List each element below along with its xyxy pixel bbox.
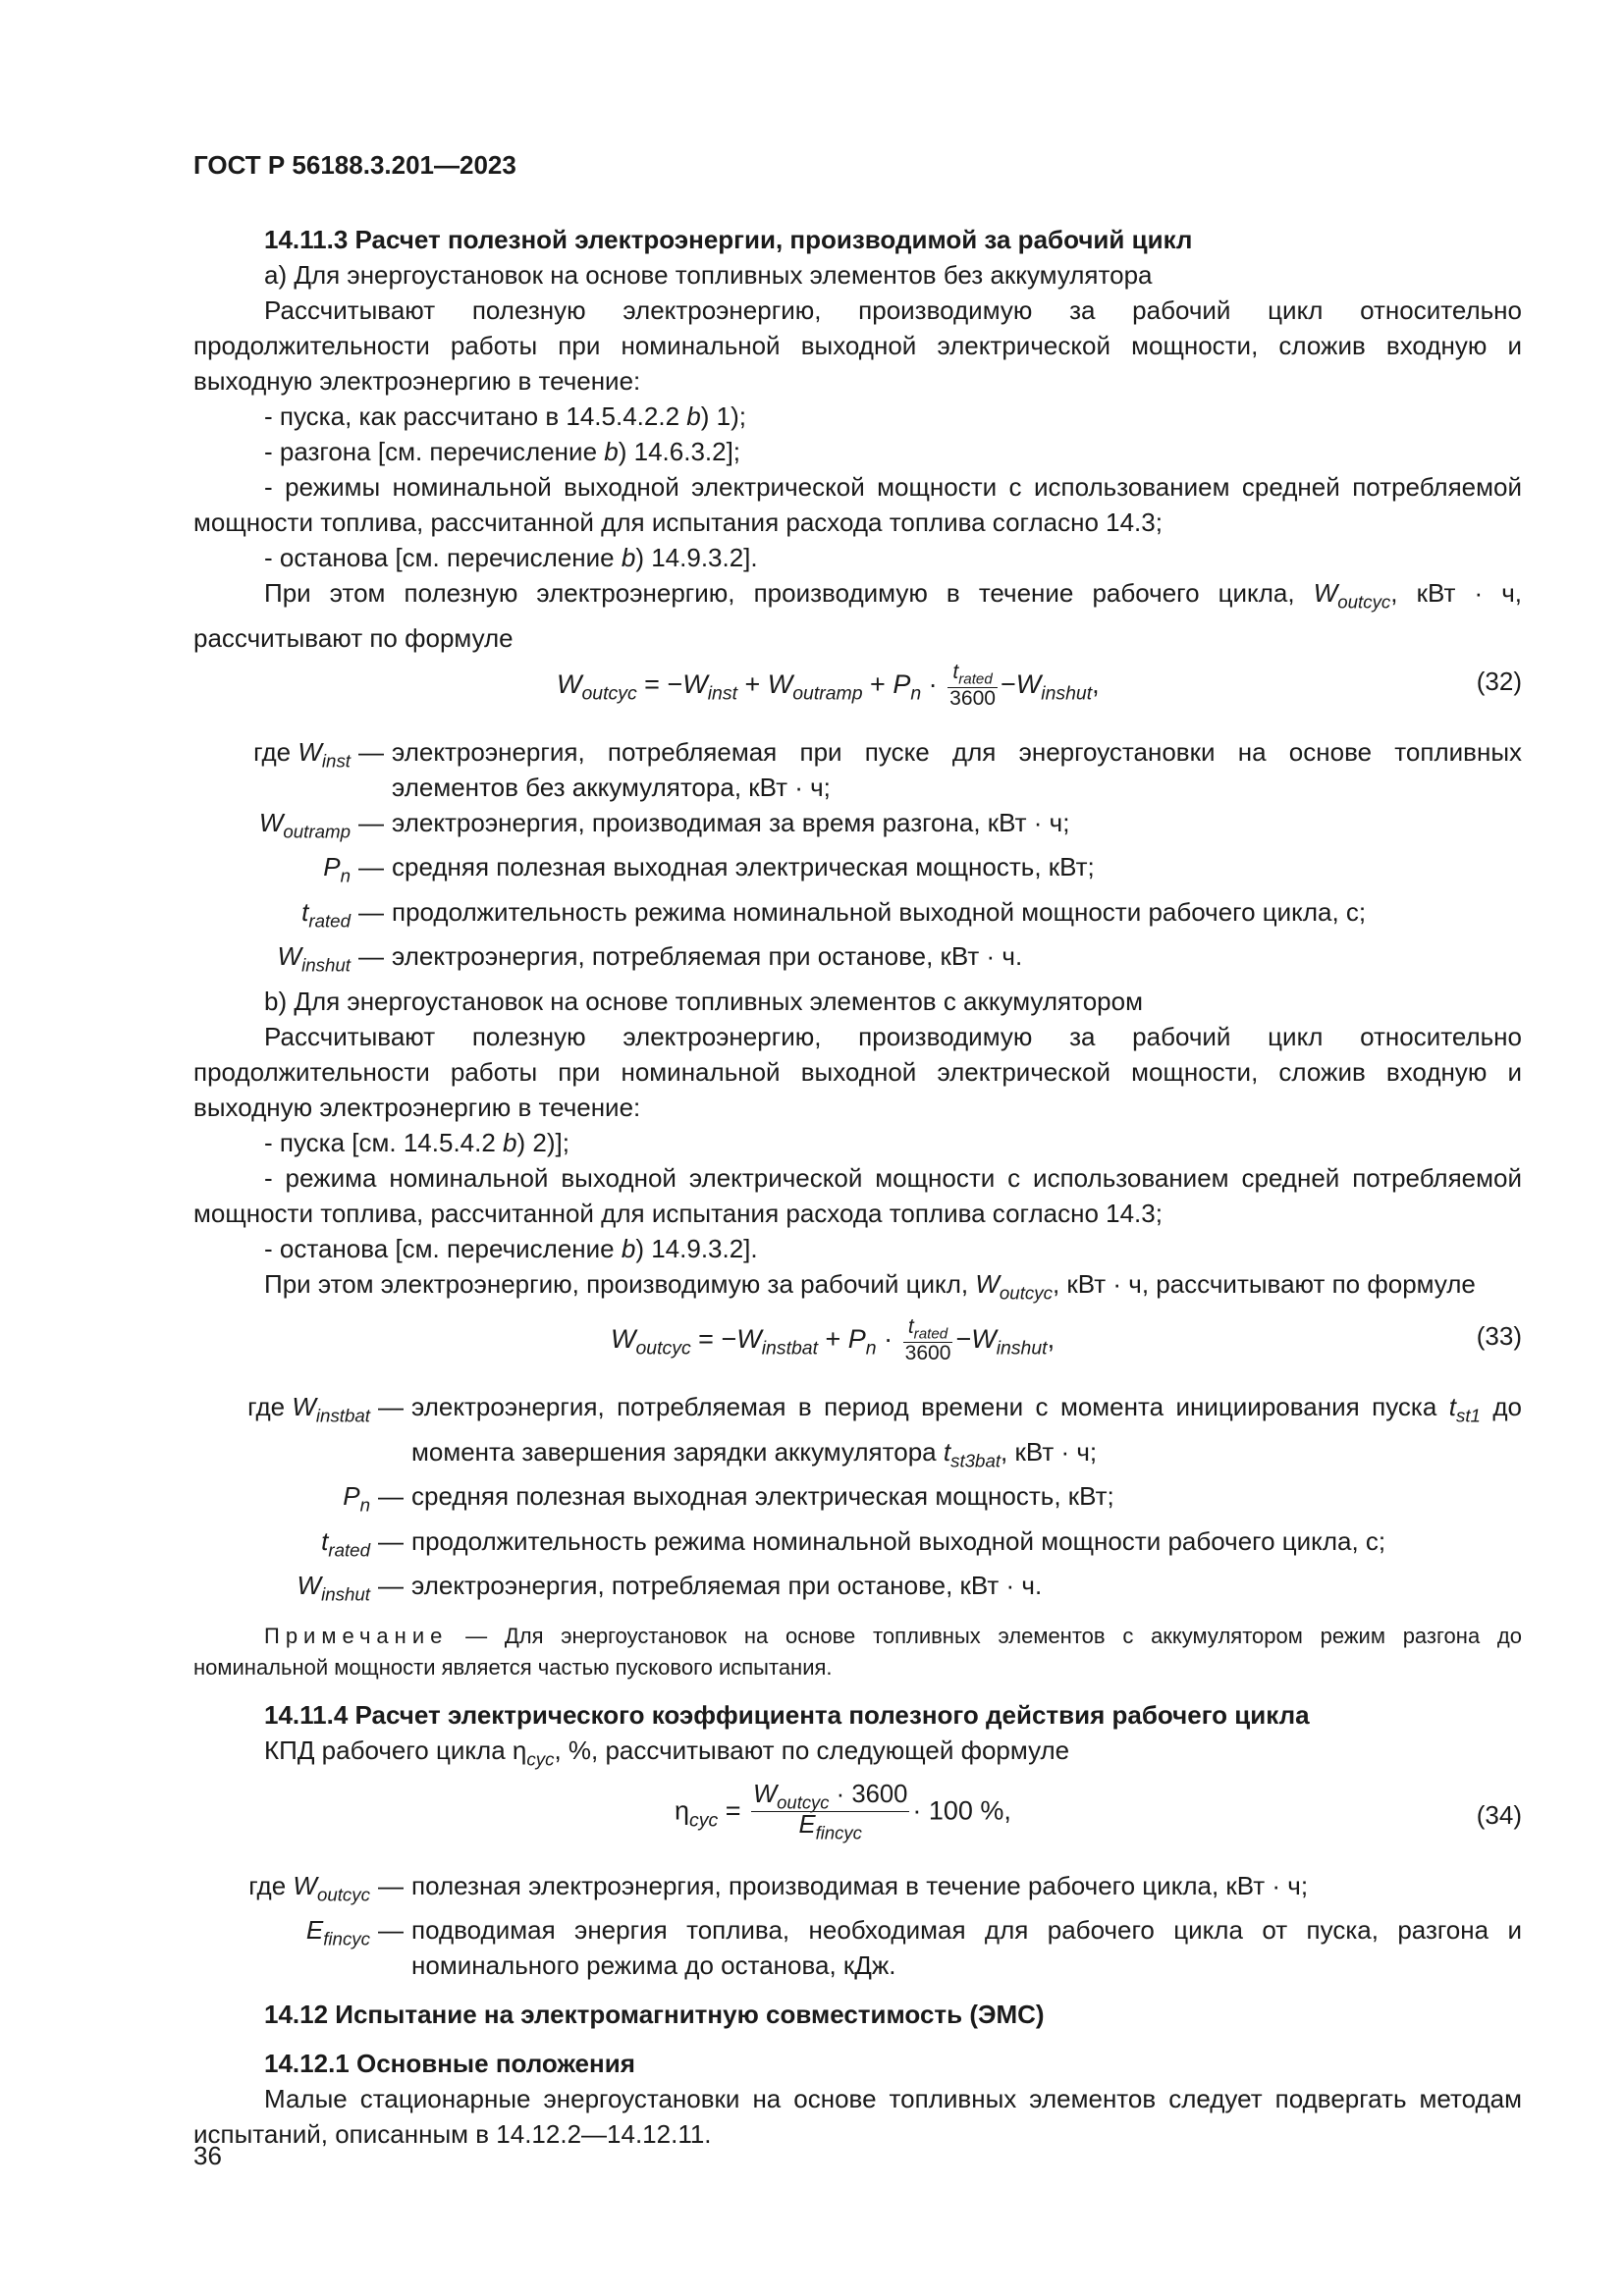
formula-32 bbox=[193, 656, 1522, 726]
definition-w-instbat: где $W_{instbat}$ — электроэнергия, потребляемая в период времени с момента инициирования пуска $t_{st1}$ до момента завершения зарядки аккумулятора $t_{st3bat}$, кВт · ч; bbox=[247, 1392, 1522, 1471]
formula-33-intro: При этом электроэнергию, производимую за рабочий цикл, $W_{outcyc}$, кВт · ч, рассчитывают по формуле bbox=[264, 1268, 1476, 1304]
formula-34-intro: КПД рабочего цикла $\eta_{cyc}$, %, рассчитывают по следующей формуле bbox=[264, 1735, 1070, 1770]
item-a-list-3: - режимы номинальной выходной электрической мощности с использованием средней потребляемой мощности топлива, рассчитанной для испытания расхода топлива согласно 14.3; bbox=[193, 472, 1522, 537]
formula-32-intro: При этом полезную электроэнергию, производимую в течение рабочего цикла, $W_{outcyc}$, кВт · ч, рассчитывают по формуле bbox=[193, 578, 1522, 653]
formula-33 bbox=[193, 1310, 1522, 1381]
definition-t-rated-b: $t_{rated}$ — продолжительность режима номинальной выходной мощности рабочего цикла, с; bbox=[321, 1525, 1386, 1561]
item-a-list-2: - разгона [см. перечисление b) 14.6.3.2]; bbox=[264, 437, 741, 466]
formula-33-expression: $W_{outcyc} = -W_{instbat} + P_n$ · $\frac{t_{rated}}{3600}$ $-W_{inshut}$, bbox=[611, 1315, 1056, 1365]
page-number: 36 bbox=[193, 2141, 222, 2170]
item-a-list-4: - останова [см. перечисление b) 14.9.3.2]. bbox=[264, 543, 758, 572]
definition-e-fincyc: $E_{fincyc}$ — подводимая энергия топлива, необходимая для рабочего цикла от пуска, разгона и номинального режима до останова, кДж. bbox=[305, 1915, 1522, 1981]
formula-32-expression: $W_{outcyc} = -W_{inst} + W_{outramp} + P_n$ · $\frac{t_{rated}}{3600}$ $-W_{inshut}$, bbox=[557, 660, 1100, 710]
definition-w-inshut: $W_{inshut}$ — электроэнергия, потребляемая при останове, кВт · ч. bbox=[277, 941, 1023, 976]
section-heading-14-12-1: 14.12.1 Основные положения bbox=[264, 2049, 635, 2079]
document-header: ГОСТ Р 56188.3.201—2023 bbox=[193, 150, 516, 180]
definition-w-inst: где $W_{inst}$ — электроэнергия, потребляемая при пуске для энергоустановки на основе топливных элементов без аккумулятора, кВт · ч; bbox=[253, 736, 1522, 802]
formula-34-expression: $\eta_{cyc}$ = $\frac{W_{outcyc} \cdot 3600}{E_{fincyc}}$ · 100 %, bbox=[675, 1780, 1011, 1843]
definition-t-rated: $t_{rated}$ — продолжительность режима номинальной выходной мощности рабочего цикла, с; bbox=[301, 896, 1367, 932]
item-b-list-1: - пуска [см. 14.5.4.2 b) 2)]; bbox=[264, 1127, 569, 1157]
equation-number-34: (34) bbox=[1476, 1799, 1522, 1830]
formula-34 bbox=[193, 1778, 1522, 1860]
item-a-paragraph: Рассчитывают полезную электроэнергию, производимую за рабочий цикл относительно продолжительности работы при номинальной выходной электрической мощности, сложив входную и выходную электроэнергию в течение: bbox=[193, 295, 1522, 396]
item-a-list-1: - пуска, как рассчитано в 14.5.4.2.2 b) 1); bbox=[264, 401, 746, 431]
definition-w-inshut-b: $W_{inshut}$ — электроэнергия, потребляемая при останове, кВт · ч. bbox=[297, 1571, 1043, 1606]
formula-33-fraction: $\frac{t_{rated}}{3600}$ bbox=[904, 1315, 951, 1365]
definition-w-outcyc: где $W_{outcyc}$ — полезная электроэнергия, производимая в течение рабочего цикла, кВт · ч; bbox=[248, 1870, 1309, 1905]
item-b-list-2: - режима номинальной выходной электрической мощности с использованием средней потребляемой мощности топлива, рассчитанной для испытания расхода топлива согласно 14.3; bbox=[193, 1162, 1522, 1228]
note-label: Примечание bbox=[264, 1624, 449, 1649]
formula-32-definitions bbox=[193, 734, 1522, 984]
formula-33-definitions bbox=[193, 1389, 1522, 1613]
formula-34-definitions bbox=[193, 1868, 1522, 1984]
section-14-12-1-paragraph: Малые стационарные энергоустановки на основе топливных элементов следует подвергать методам испытаний, описанным в 14.12.2—14.12.11. bbox=[193, 2084, 1522, 2150]
item-b-paragraph: Рассчитывают полезную электроэнергию, производимую за рабочий цикл относительно продолжительности работы при номинальной выходной электрической мощности, сложив входную и выходную электроэнергию в течение: bbox=[193, 1021, 1522, 1122]
section-heading-14-12: 14.12 Испытание на электромагнитную совместимость (ЭМС) bbox=[264, 2000, 1045, 2030]
item-b-list-3: - останова [см. перечисление b) 14.9.3.2]. bbox=[264, 1233, 758, 1263]
formula-32-fraction: $\frac{t_{rated}}{3600}$ bbox=[949, 660, 996, 710]
item-a-label: a) Для энергоустановок на основе топливных элементов без аккумулятора bbox=[264, 260, 1153, 290]
section-heading-14-11-3: 14.11.3 Расчет полезной электроэнергии, производимой за рабочий цикл bbox=[264, 225, 1193, 254]
definition-p-n: $P_n$ — средняя полезная выходная электрическая мощность, кВт; bbox=[323, 852, 1095, 886]
section-heading-14-11-4: 14.11.4 Расчет электрического коэффициента полезного действия рабочего цикла bbox=[264, 1700, 1310, 1731]
definition-p-n-b: $P_n$ — средняя полезная выходная электрическая мощность, кВт; bbox=[343, 1481, 1114, 1516]
page-content bbox=[193, 222, 1522, 2152]
equation-number-32: (32) bbox=[1476, 666, 1522, 696]
equation-number-33: (33) bbox=[1476, 1321, 1522, 1352]
note: Примечание — Для энергоустановок на основе топливных элементов с аккумулятором режим разгона до номинальной мощности является частью пускового испытания. bbox=[193, 1624, 1522, 1681]
definition-w-outramp: $W_{outramp}$ — электроэнергия, производимая за время разгона, кВт · ч; bbox=[258, 807, 1070, 842]
item-b-label: b) Для энергоустановок на основе топливных элементов с аккумулятором bbox=[264, 986, 1143, 1016]
formula-34-fraction: $\frac{W_{outcyc} \cdot 3600}{E_{fincyc}}$ bbox=[752, 1780, 908, 1843]
